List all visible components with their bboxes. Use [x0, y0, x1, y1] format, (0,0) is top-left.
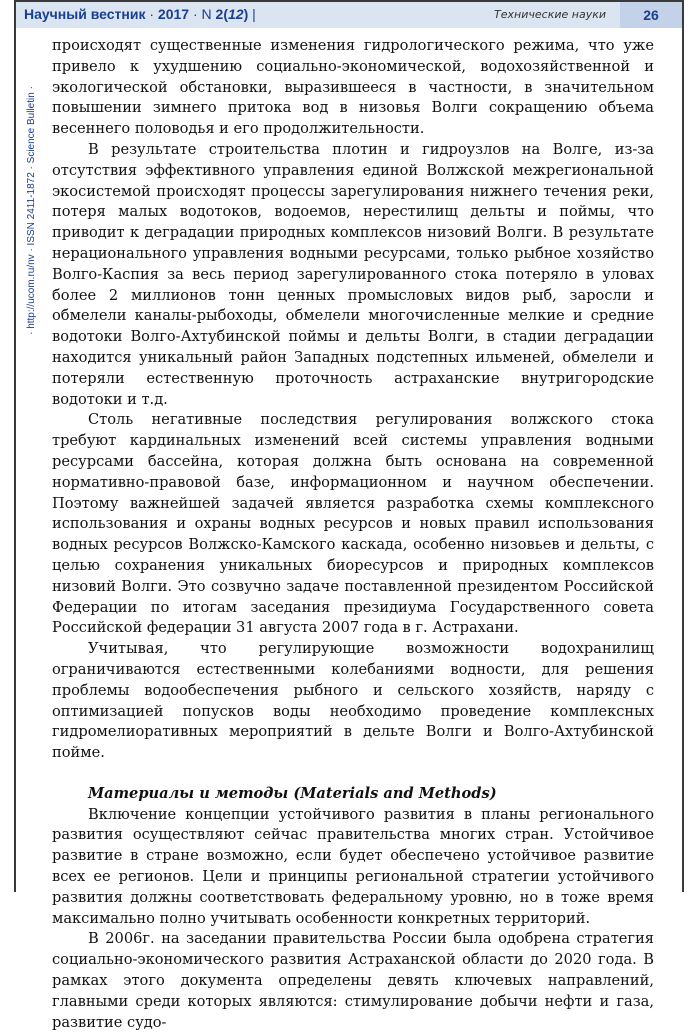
paragraph: Столь негативные последствия регулирования волжского стока требуют кардинальных изменений всей системы управления водными ресурсами бассейна, которая должна быть основана на современной нормативно-правовой базе, информационном и научном обеспечении. Поэтому важнейшей задачей является разработка схемы комплексного использования и охраны водных ресурсов и новых правил использования водных ресурсов Волжско-Камского каскада, особенно низовьев и дельты, с целью сохранения уникальных биоресурсов и природных комплексов низовий Волги. Это созвучно задаче поставленной президентом Российской Федерации по итогам заседания президиума Государственного совета Российской федерации 31 августа 2007 года в г. Астрахани.: [52, 411, 654, 637]
citation-bar: |: [248, 6, 256, 22]
section-heading: Материалы и методы (Materials and Methods): [88, 784, 497, 802]
citation-number: 2: [215, 6, 224, 22]
citation-year: 2017: [157, 6, 190, 22]
journal-name: Научный вестник: [24, 6, 146, 22]
sidebar-text: · http://ucom.ru/nv · ISSN 2411-1872 · Science Bulletin ·: [25, 85, 37, 335]
citation-number-label: · N: [189, 6, 216, 22]
paragraph: Включение концепции устойчивого развития в планы регионального развития осуществляют сейчас правительства многих стран. Устойчивое развитие в стране возможно, если будет обеспечено устойчивое развитие всех ее регионов. Цели и принципы региональной стратегии устойчивого развития должны соответствовать федеральному уровню, но в тоже время максимально полно учитывать особенности конкретных территорий.: [52, 805, 654, 927]
citation-issue: 12: [228, 6, 244, 22]
article-body: [52, 36, 654, 1033]
paragraph: В результате строительства плотин и гидроузлов на Волге, из-за отсутствия эффективного управления единой Волжской межрегиональной экосистемой происходят процессы зарегулирования нижнего течения реки, потеря малых водотоков, водоемов, нерестилищ дельты и поймы, что приводит к деградации природных комплексов низовий Волги. В результате нерационального управления водными ресурсами, только рыбное хозяйство Волго-Каспия за весь период зарегулированного стока потеряло в уловах более 2 миллионов тонн ценных промысловых видов рыб, заросли и обмелели каналы-рыбоходы, обмелели многочисленные мелкие и средние водотоки Волго-Ахтубинской поймы и дельты Волги, в стадии деградации находится уникальный район Западных подстепных ильменей, обмелели и потеряли естественную проточность астраханские внутригородские водотоки и т.д.: [52, 140, 654, 408]
paragraph: происходят существенные изменения гидрологического режима, что уже привело к ухудшению социально-экономической, водохозяйственной и экологической обстановки, выразившееся в частности, в значительном повышении зимнего притока вод в низовья Волги сокращению объема весеннего половодья и его продолжительности.: [52, 37, 654, 138]
page-number: 26: [620, 2, 682, 28]
journal-citation: Научный вестник · 2017 · N 2(12) |: [24, 6, 256, 22]
citation-separator: ·: [145, 6, 158, 22]
section-name: Технические науки: [494, 8, 606, 21]
running-header: [16, 2, 682, 28]
vertical-sidebar: [24, 40, 38, 380]
paragraph: Учитывая, что регулирующие возможности водохранилищ ограничиваются естественными колебаниями водности, для решения проблемы водообеспечения рыбного и сельского хозяйств, наряду с оптимизацией попусков воды необходимо проведение комплексных гидромелиоративных мероприятий в дельте Волги и Волго-Ахтубинской пойме.: [52, 640, 654, 762]
paragraph: В 2006г. на заседании правительства России была одобрена стратегия социально-экономического развития Астраханской области до 2020 года. В рамках этого документа определены девять ключевых направлений, главными среди которых являются: стимулирование добычи нефти и газа, развитие судо-: [52, 930, 654, 1031]
